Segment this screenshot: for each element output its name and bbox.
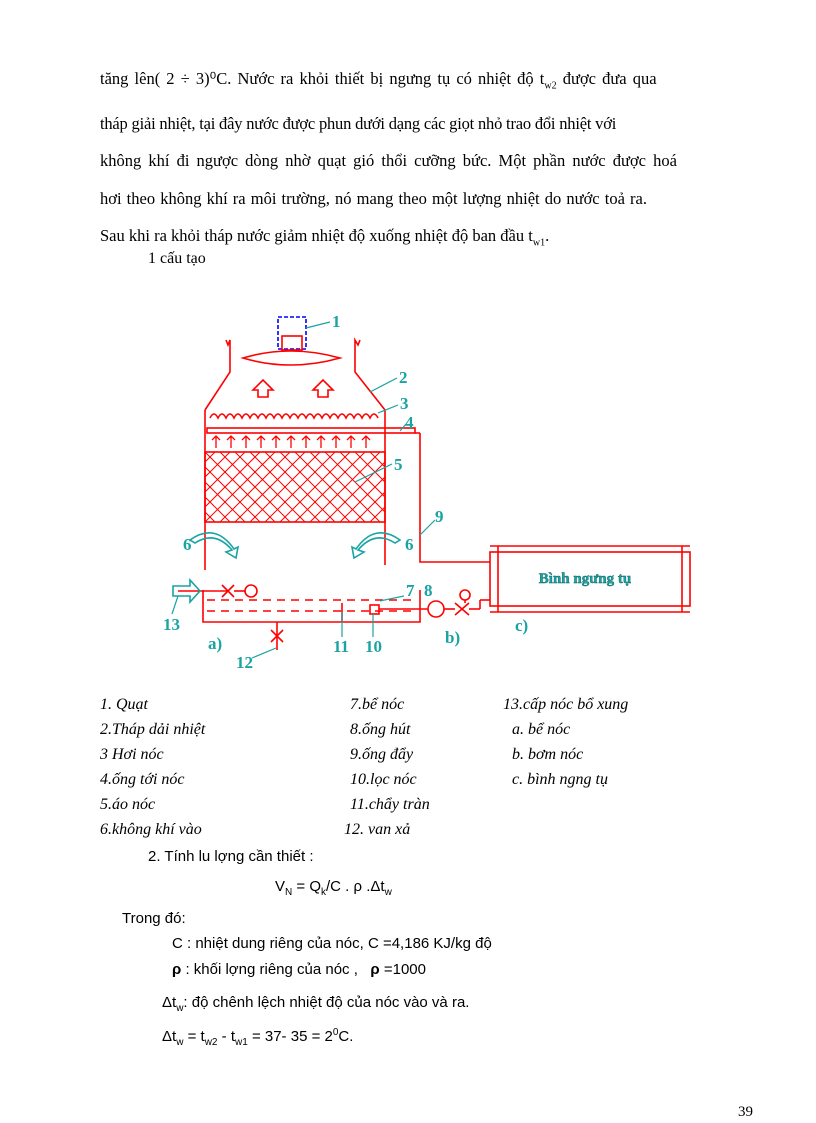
legend-item: 10.lọc nóc xyxy=(350,771,417,788)
legend-item: 1. Quạt xyxy=(100,696,148,713)
distribution-pipe-shape xyxy=(207,428,415,433)
rho-definition: ρ : khối lợng riêng của nóc , ρ =1000 xyxy=(172,961,426,978)
fan-blade-shape xyxy=(243,351,340,365)
diagram-label-7: 7 xyxy=(406,581,415,600)
legend-item: 4.ống tới nóc xyxy=(100,771,185,788)
diagram-label-13: 13 xyxy=(163,615,180,634)
dt-calculation: $\Delta t_w = t_{w2} - t_{w1} = 37-$ $35 = 2^0C$. xyxy=(162,1027,354,1048)
intro-line-5: Sau khi ra khỏi tháp nước giảm nhiệt độ xuống nhiệt độ ban đầu $t_{w1}$. xyxy=(100,226,550,249)
legend-item: 13.cấp nóc bổ xung xyxy=(503,696,629,713)
diagram-label-6-right: 6 xyxy=(405,535,414,554)
c-definition: C : nhiệt dung riêng của nóc, C =4,186 KJ/kg độ xyxy=(172,935,492,952)
intro-line-3: không khí đi ngược dòng nhờ quạt gió thổi cưỡng bức. Một phần nước được hoá xyxy=(100,151,677,171)
diagram-label-8: 8 xyxy=(424,581,433,600)
legend-item: a. bể nóc xyxy=(512,721,571,738)
diagram-label-a: a) xyxy=(208,634,223,653)
intro-line-1: tăng lên( 2 ÷ 3)⁰C. Nước ra khỏi thiết bị ngưng tụ có nhiệt độ $t_{w2}$ được đưa qua xyxy=(100,69,657,92)
where-title: Trong đó: xyxy=(122,910,186,927)
section-2-title: 2. Tính lu lợng cần thiết : xyxy=(148,848,314,865)
legend-column-2 xyxy=(344,692,430,842)
legend-item: 5.áo nóc xyxy=(100,796,156,813)
diagram-label-11: 11 xyxy=(333,637,350,656)
basin-shape xyxy=(203,590,420,622)
diagram-label-1: 1 xyxy=(332,312,341,331)
legend-column-1 xyxy=(100,692,205,842)
legend-item: 11.chẩy tràn xyxy=(350,796,430,813)
section-1-title: 1 cấu tạo xyxy=(148,250,206,267)
dt-definition: $\Delta t_w$: độ chênh lệch nhiệt độ của nóc vào và ra. xyxy=(162,994,470,1014)
legend-item: 12. van xả xyxy=(344,821,411,838)
intro-paragraph xyxy=(100,60,758,262)
legend-item: 8.ống hút xyxy=(350,721,411,738)
legend-column-3 xyxy=(503,692,629,792)
cooling-tower-diagram xyxy=(160,300,710,680)
legend-item: 9.ống đẩy xyxy=(350,746,414,763)
diagram-label-3: 3 xyxy=(400,394,409,413)
diagram-label-4: 4 xyxy=(405,413,414,432)
intro-line-2: tháp giải nhiệt, tại đây nước được phun dưới dạng các giọt nhỏ trao đổi nhiệt với xyxy=(100,113,617,133)
diagram-label-12: 12 xyxy=(236,653,253,672)
flow-formula: $V_N = Q_k/C$ . ρ $.\Delta t_w$ xyxy=(275,878,392,898)
legend-item: 6.không khí vào xyxy=(100,821,202,838)
diagram-label-6-left: 6 xyxy=(183,535,192,554)
page-number: 39 xyxy=(738,1104,753,1120)
legend-item: b. bơm nóc xyxy=(512,746,584,763)
diagram-label-b: b) xyxy=(445,628,461,647)
condenser-label: Bình ngưng tụ xyxy=(538,571,632,587)
legend-item: 2.Tháp dải nhiệt xyxy=(100,721,206,738)
diagram-label-5: 5 xyxy=(394,455,403,474)
legend-item: 3 Hơi nóc xyxy=(100,746,164,763)
diagram-label-c: c) xyxy=(515,616,529,635)
intro-line-4: hơi theo không khí ra môi trường, nó mang theo một lượng nhiệt do nước toả ra. xyxy=(100,188,647,208)
diagram-label-2: 2 xyxy=(399,368,408,387)
diagram-label-9: 9 xyxy=(435,507,444,526)
legend-item: c. bình ngng tụ xyxy=(512,771,608,788)
diagram-label-10: 10 xyxy=(365,637,382,656)
legend-item: 7.bể nóc xyxy=(350,696,405,713)
